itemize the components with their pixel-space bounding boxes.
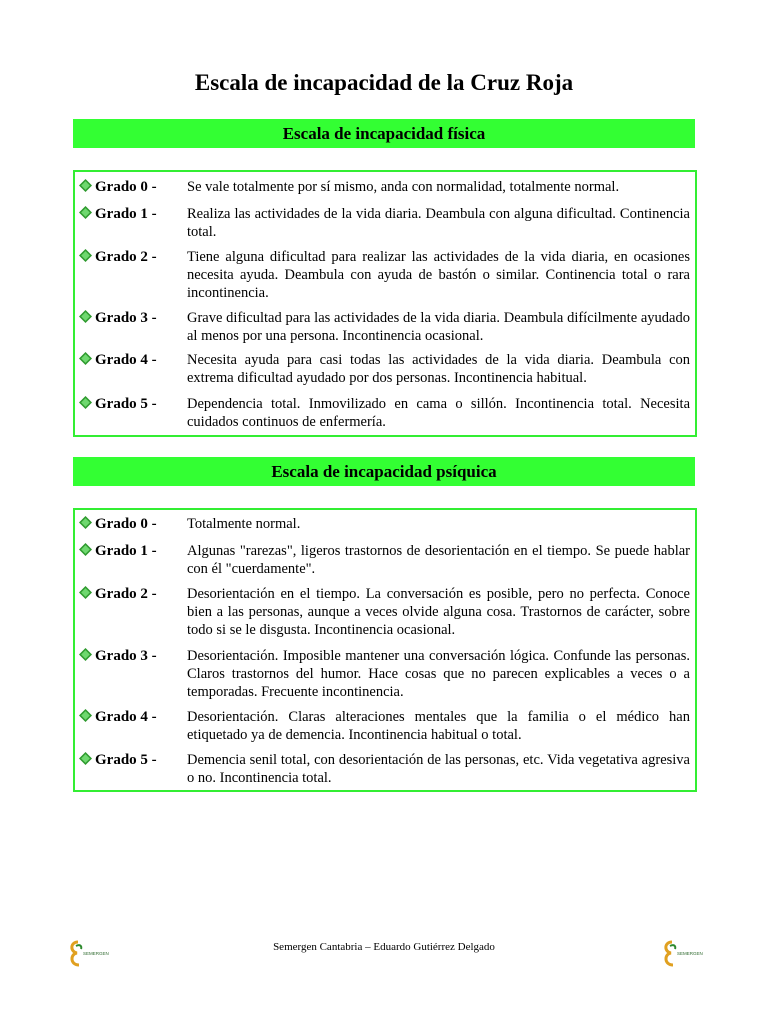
grade-description: Tiene alguna dificultad para realizar las actividades de la vida diaria, en ocasiones necesita ayuda. Deambula con ayuda de bastón o similar. Continencia total o rara incontinencia. [187,249,690,301]
grade-label: Grado 1 - [79,542,157,560]
svg-text:SEMERGEN: SEMERGEN [677,951,703,956]
grade-description: Grave dificultad para las actividades de la vida diaria. Deambula difícilmente ayudado al menos por una persona. Incontinencia ocasional. [187,310,690,344]
semergen-logo-right [660,938,703,968]
diamond-bullet-icon [79,310,92,323]
grade-description: Desorientación. Claras alteraciones mentales que la familia o el médico han etiquetado ya de demencia. Incontinencia habitual o total. [187,709,690,743]
grade-description: Totalmente normal. [187,516,301,532]
grade-label: Grado 5 - [79,751,157,769]
grade-label: Grado 4 - [79,351,157,369]
diamond-bullet-icon [79,516,92,529]
physical-section-header: Escala de incapacidad física [73,119,695,148]
grade-label: Grado 4 - [79,708,157,726]
grade-label: Grado 0 - [79,515,157,533]
psychic-section-header: Escala de incapacidad psíquica [73,457,695,486]
psychic-grade-list [73,508,697,792]
grade-label: Grado 0 - [79,178,157,196]
diamond-bullet-icon [79,179,92,192]
diamond-bullet-icon [79,249,92,262]
grade-description: Demencia senil total, con desorientación de las personas, etc. Vida vegetativa agresiva o no. Incontinencia total. [187,752,690,786]
grade-description: Se vale totalmente por sí mismo, anda con normalidad, totalmente normal. [187,179,620,195]
document-title: Escala de incapacidad de la Cruz Roja [194,70,574,95]
diamond-bullet-icon [79,586,92,599]
grade-label: Grado 3 - [79,647,157,665]
physical-grade-list [73,170,697,437]
grade-description: Dependencia total. Inmovilizado en cama o sillón. Incontinencia total. Necesita cuidados continuos de enfermería. [187,396,690,430]
grade-description: Algunas "rarezas", ligeros trastornos de desorientación en el tiempo. Se puede hablar con él "cuerdamente". [187,543,690,577]
footer-text: Semergen Cantabria – Eduardo Gutiérrez Delgado [273,941,495,953]
grade-label: Grado 2 - [79,248,157,266]
grade-description: Realiza las actividades de la vida diaria. Deambula con alguna dificultad. Continencia total. [187,206,690,240]
grade-description: Necesita ayuda para casi todas las actividades de la vida diaria. Deambula con extrema dificultad ayudado por dos personas. Incontinencia habitual. [187,352,690,386]
grade-label: Grado 3 - [79,309,157,327]
grade-label: Grado 1 - [79,205,157,223]
diamond-bullet-icon [79,709,92,722]
diamond-bullet-icon [79,648,92,661]
diamond-bullet-icon [79,352,92,365]
grade-description: Desorientación en el tiempo. La conversación es posible, pero no perfecta. Conoce bien a las personas, aunque a veces olvide alguna cosa. Trastornos de carácter, sobre todo si se le disgusta. Incontinencia ocasional. [187,586,690,638]
grade-label: Grado 2 - [79,585,157,603]
diamond-bullet-icon [79,206,92,219]
svg-text:SEMERGEN: SEMERGEN [83,951,109,956]
diamond-bullet-icon [79,396,92,409]
diamond-bullet-icon [79,752,92,765]
grade-description: Desorientación. Imposible mantener una conversación lógica. Confunde las personas. Claros trastornos del humor. Hace cosas que no parecen explicables a veces o a temporadas. Frecuente incontinencia. [187,648,690,700]
diamond-bullet-icon [79,543,92,556]
grade-label: Grado 5 - [79,395,157,413]
